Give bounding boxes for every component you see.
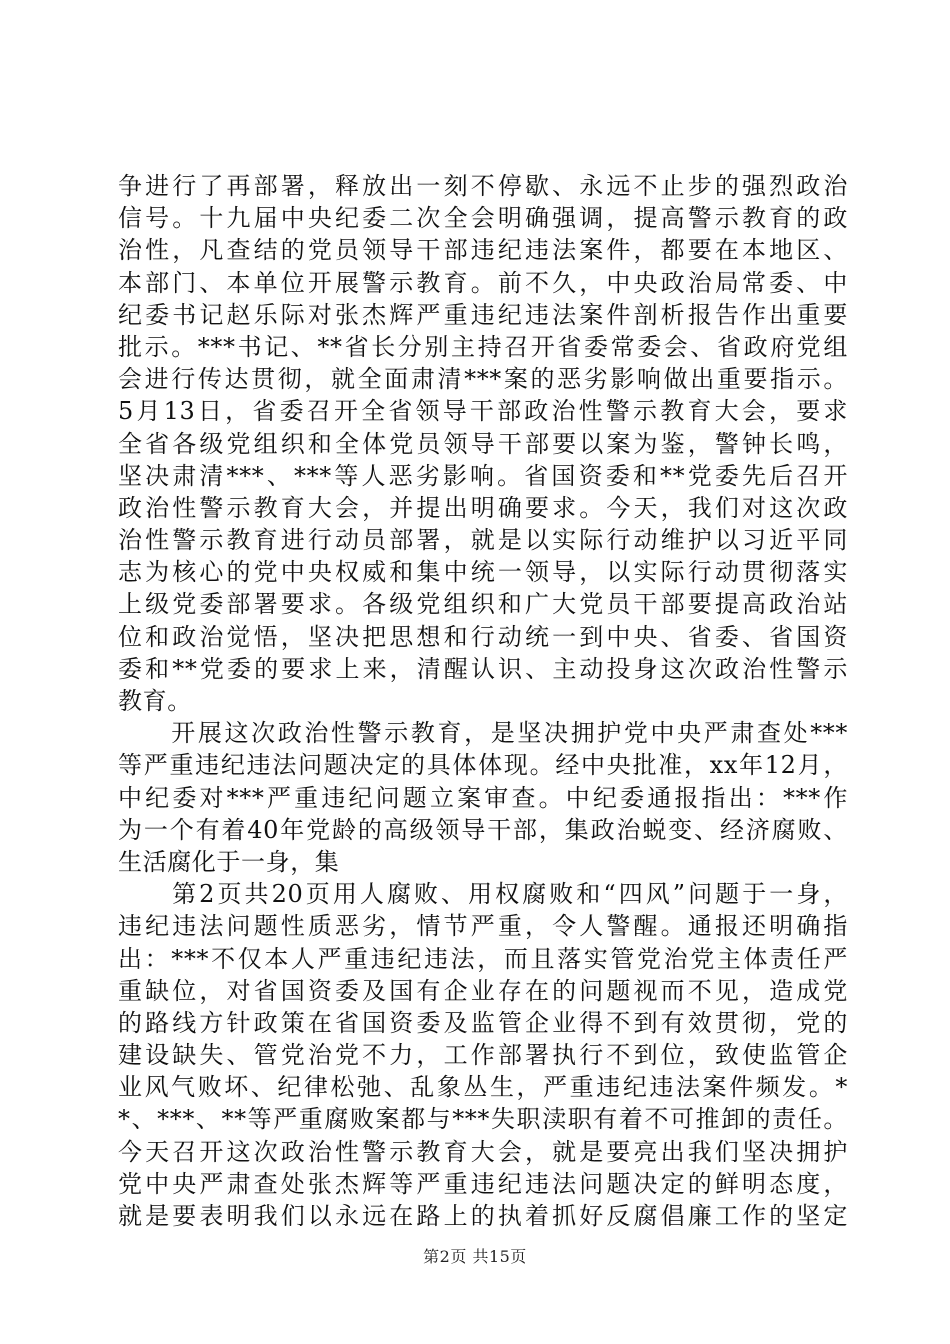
text-line: 志为核心的党中央权威和集中统一领导，以实际行动贯彻落实: [118, 558, 848, 587]
text-line: 开展这次政治性警示教育，是坚决拥护党中央严肃查处***: [118, 719, 848, 748]
text-line: 纪委书记赵乐际对张杰辉严重违纪违法案件剖析报告作出重要: [118, 300, 848, 329]
text-line: 业风气败坏、纪律松弛、乱象丛生，严重违纪违法案件频发。*: [118, 1073, 848, 1102]
text-line: 治性，凡查结的党员领导干部违纪违法案件，都要在本地区、: [118, 236, 848, 265]
text-line: 信号。十九届中央纪委二次全会明确强调，提高警示教育的政: [118, 204, 848, 233]
text-line: 5月13日，省委召开全省领导干部政治性警示教育大会，要求: [118, 397, 848, 426]
text-line: 位和政治觉悟，坚决把思想和行动统一到中央、省委、省国资: [118, 622, 848, 651]
text-line: 的路线方针政策在省国资委及监管企业得不到有效贯彻，党的: [118, 1008, 848, 1037]
text-line: 第2页共20页用人腐败、用权腐败和“四风”问题于一身，: [118, 880, 848, 909]
text-line: 生活腐化于一身，集: [118, 847, 340, 876]
text-line: 出：***不仅本人严重违纪违法，而且落实管党治党主体责任严: [118, 944, 848, 973]
text-line: 今天召开这次政治性警示教育大会，就是要亮出我们坚决拥护: [118, 1137, 848, 1166]
text-line: 教育。: [118, 687, 192, 715]
body-text: [118, 170, 848, 1232]
text-line: 争进行了再部署，释放出一刻不停歇、永远不止步的强烈政治: [118, 172, 848, 200]
text-line: 就是要表明我们以永远在路上的执着抓好反腐倡廉工作的坚定: [118, 1202, 848, 1230]
text-line: 全省各级党组织和全体党员领导干部要以案为鉴，警钟长鸣，: [118, 429, 848, 458]
text-line: 党中央严肃查处张杰辉等严重违纪违法问题决定的鲜明态度，: [118, 1169, 848, 1198]
text-line: 中纪委对***严重违纪问题立案审查。中纪委通报指出：***作: [118, 783, 848, 812]
text-line: 重缺位，对省国资委及国有企业存在的问题视而不见，造成党: [118, 976, 848, 1005]
text-line: 本部门、本单位开展警示教育。前不久，中央政治局常委、中: [118, 268, 848, 297]
text-line: 上级党委部署要求。各级党组织和广大党员干部要提高政治站: [118, 590, 848, 619]
page-number-footer: 第2页 共15页: [423, 1247, 527, 1266]
text-line: 违纪违法问题性质恶劣，情节严重，令人警醒。通报还明确指: [118, 912, 848, 941]
text-line: 批示。***书记、**省长分别主持召开省委常委会、省政府党组: [118, 332, 848, 361]
text-line: 政治性警示教育大会，并提出明确要求。今天，我们对这次政: [118, 493, 848, 522]
text-line: 建设缺失、管党治党不力，工作部署执行不到位，致使监管企: [118, 1041, 848, 1070]
text-line: 为一个有着40年党龄的高级领导干部，集政治蜕变、经济腐败、: [118, 815, 848, 844]
text-line: 委和**党委的要求上来，清醒认识、主动投身这次政治性警示: [118, 654, 848, 683]
text-line: 等严重违纪违法问题决定的具体体现。经中央批准，xx年12月，: [118, 751, 848, 780]
text-line: 治性警示教育进行动员部署，就是以实际行动维护以习近平同: [118, 526, 848, 555]
text-line: 坚决肃清***、***等人恶劣影响。省国资委和**党委先后召开: [118, 461, 848, 490]
text-line: 会进行传达贯彻，就全面肃清***案的恶劣影响做出重要指示。: [118, 365, 848, 394]
text-line: *、***、**等严重腐败案都与***失职渎职有着不可推卸的责任。: [118, 1105, 848, 1134]
